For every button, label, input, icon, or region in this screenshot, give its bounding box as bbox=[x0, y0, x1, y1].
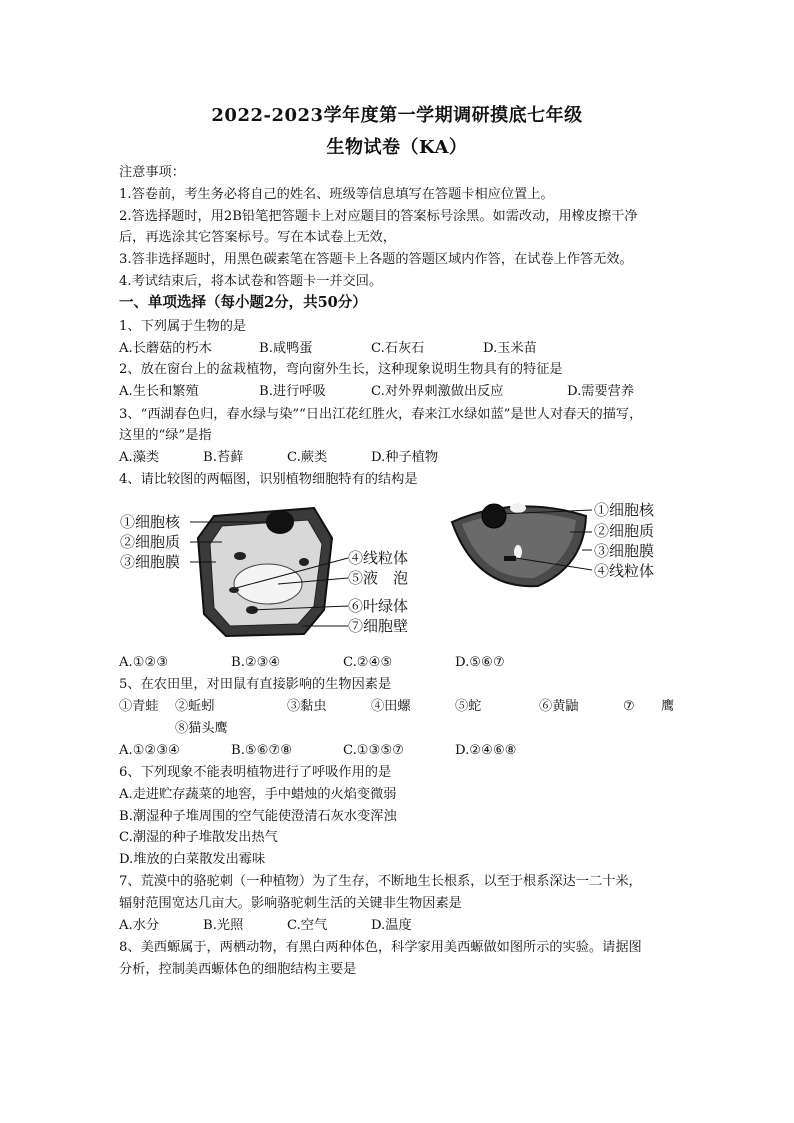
q1-option-a: A.长蘑菇的朽木 bbox=[119, 341, 212, 356]
q6-option-d: D.堆放的白菜散发出霉味 bbox=[119, 852, 266, 867]
q5-item-3: ③黏虫 bbox=[287, 699, 327, 714]
q6-option-b: B.潮湿种子堆周围的空气能使澄清石灰水变浑浊 bbox=[119, 809, 397, 824]
q3-option-d: D.种子植物 bbox=[371, 450, 439, 465]
q7-stem-1: 7、荒漠中的骆驼刺（一种植物）为了生存，不断地生长根系，以至于根系深达一二十米， bbox=[119, 874, 642, 889]
q3-stem-1: 3、“西湖春色归，春水绿与染”“日出江花红胜火，春来江水绿如蓝”是世人对春天的描写， bbox=[119, 407, 643, 422]
notice-item-2: 2.答选择题时，用2B铅笔把答题卡上对应题目的答案标号涂黑。如需改动，用橡皮擦干净 bbox=[119, 209, 638, 224]
plant-label-membrane: ③细胞膜 bbox=[120, 553, 181, 571]
plant-cell-nucleus bbox=[266, 510, 294, 534]
q5-option-b: B.⑤⑥⑦⑧ bbox=[231, 743, 293, 758]
q7-stem-2: 辐射范围宽达几亩大。影响骆驼刺生活的关键非生物因素是 bbox=[119, 896, 462, 911]
q3-stem-2: 这里的“绿”是指 bbox=[119, 428, 212, 443]
q5-option-c: C.①③⑤⑦ bbox=[343, 743, 405, 758]
plant-cell-chloroplast bbox=[234, 552, 246, 560]
animal-label-mitochondria: ④线粒体 bbox=[594, 562, 655, 580]
animal-cell-nucleus bbox=[482, 504, 506, 528]
notice-item-4: 4.考试结束后，将本试卷和答题卡一并交回。 bbox=[119, 274, 383, 289]
q5-item-7: ⑦ bbox=[623, 699, 635, 714]
q5-stem: 5、在农田里，对田鼠有直接影响的生物因素是 bbox=[119, 677, 392, 692]
plant-label-nucleus: ①细胞核 bbox=[120, 513, 181, 531]
plant-label-cytoplasm: ②细胞质 bbox=[120, 533, 181, 551]
notice-item-2-cont: 后，再选涂其它答案标号。写在本试卷上无效， bbox=[119, 230, 396, 245]
q8-stem-1: 8、美西螈属于，两栖动物，有黑白两种体色，科学家用美西螈做如图所示的实验。请据图 bbox=[119, 940, 642, 955]
q8-stem-2: 分析，控制美西螈体色的细胞结构主要是 bbox=[119, 962, 357, 977]
q4-option-d: D.⑤⑥⑦ bbox=[455, 655, 505, 670]
q1-option-d: D.玉米苗 bbox=[483, 341, 537, 356]
plant-cell-figure bbox=[118, 498, 428, 644]
animal-cell-mitochondrion bbox=[504, 556, 516, 561]
section-heading: 一、单项选择（每小题2分，共50分） bbox=[119, 294, 367, 311]
animal-label-membrane: ③细胞膜 bbox=[594, 542, 655, 560]
exam-title: 2022-2023学年度第一学期调研摸底七年级 bbox=[211, 105, 583, 126]
q2-option-b: B.进行呼吸 bbox=[259, 384, 326, 399]
q4-stem: 4、请比较图的两幅图，识别植物细胞特有的结构是 bbox=[119, 472, 418, 487]
animal-cell-figure bbox=[446, 494, 676, 594]
q5-item-2: ②蚯蚓 bbox=[175, 699, 215, 714]
q7-option-a: A.水分 bbox=[119, 918, 160, 933]
q2-option-c: C.对外界刺激做出反应 bbox=[371, 384, 504, 399]
q3-option-a: A.藻类 bbox=[119, 450, 160, 465]
q5-option-d: D.②④⑥⑧ bbox=[455, 743, 517, 758]
plant-cell-vacuole bbox=[234, 564, 302, 604]
q5-option-a: A.①②③④ bbox=[119, 743, 181, 758]
q7-option-b: B.光照 bbox=[203, 918, 244, 933]
q5-item-5: ⑤蛇 bbox=[455, 699, 482, 714]
q6-stem: 6、下列现象不能表明植物进行了呼吸作用的是 bbox=[119, 765, 392, 780]
exam-subtitle: 生物试卷（KA） bbox=[326, 137, 468, 158]
q5-item-8: ⑧猫头鹰 bbox=[175, 721, 228, 736]
q2-option-a: A.生长和繁殖 bbox=[119, 384, 199, 399]
q5-item-6: ⑥黄鼬 bbox=[539, 699, 579, 714]
q6-option-a: A.走进贮存蔬菜的地窖，手中蜡烛的火焰变微弱 bbox=[119, 787, 397, 802]
q5-item-7-name: 鹰 bbox=[661, 699, 675, 714]
q1-stem: 1、下列属于生物的是 bbox=[119, 319, 247, 334]
plant-cell-chloroplast bbox=[299, 558, 309, 566]
notice-item-3: 3.答非选择题时，用黑色碳素笔在答题卡上各题的答题区域内作答，在试卷上作答无效。 bbox=[119, 252, 633, 267]
notice-heading: 注意事项： bbox=[119, 165, 185, 180]
notice-item-1: 1.答卷前，考生务必将自己的姓名、班级等信息填写在答题卡相应位置上。 bbox=[119, 187, 554, 202]
q1-option-b: B.咸鸭蛋 bbox=[259, 341, 313, 356]
plant-label-vacuole: ⑤液 泡 bbox=[348, 569, 409, 587]
q6-option-c: C.潮湿的种子堆散发出热气 bbox=[119, 830, 278, 845]
q2-stem: 2、放在窗台上的盆栽植物，弯向窗外生长，这种现象说明生物具有的特征是 bbox=[119, 362, 563, 377]
q3-option-b: B.苔藓 bbox=[203, 450, 244, 465]
animal-cell-highlight bbox=[510, 503, 526, 513]
q7-option-c: C.空气 bbox=[287, 918, 328, 933]
q3-option-c: C.蕨类 bbox=[287, 450, 328, 465]
plant-label-chloroplast: ⑥叶绿体 bbox=[348, 597, 409, 615]
q4-option-c: C.②④⑤ bbox=[343, 655, 393, 670]
q1-option-c: C.石灰石 bbox=[371, 341, 425, 356]
animal-label-cytoplasm: ②细胞质 bbox=[594, 522, 655, 540]
q5-item-4: ④田螺 bbox=[371, 699, 411, 714]
q4-option-b: B.②③④ bbox=[231, 655, 281, 670]
q4-option-a: A.①②③ bbox=[119, 655, 169, 670]
q2-option-d: D.需要营养 bbox=[567, 384, 635, 399]
q7-option-d: D.温度 bbox=[371, 918, 412, 933]
plant-label-cell-wall: ⑦细胞壁 bbox=[348, 617, 409, 635]
animal-label-nucleus: ①细胞核 bbox=[594, 501, 655, 519]
q5-item-1: ①青蛙 bbox=[119, 699, 159, 714]
plant-label-mitochondria: ④线粒体 bbox=[348, 549, 409, 567]
